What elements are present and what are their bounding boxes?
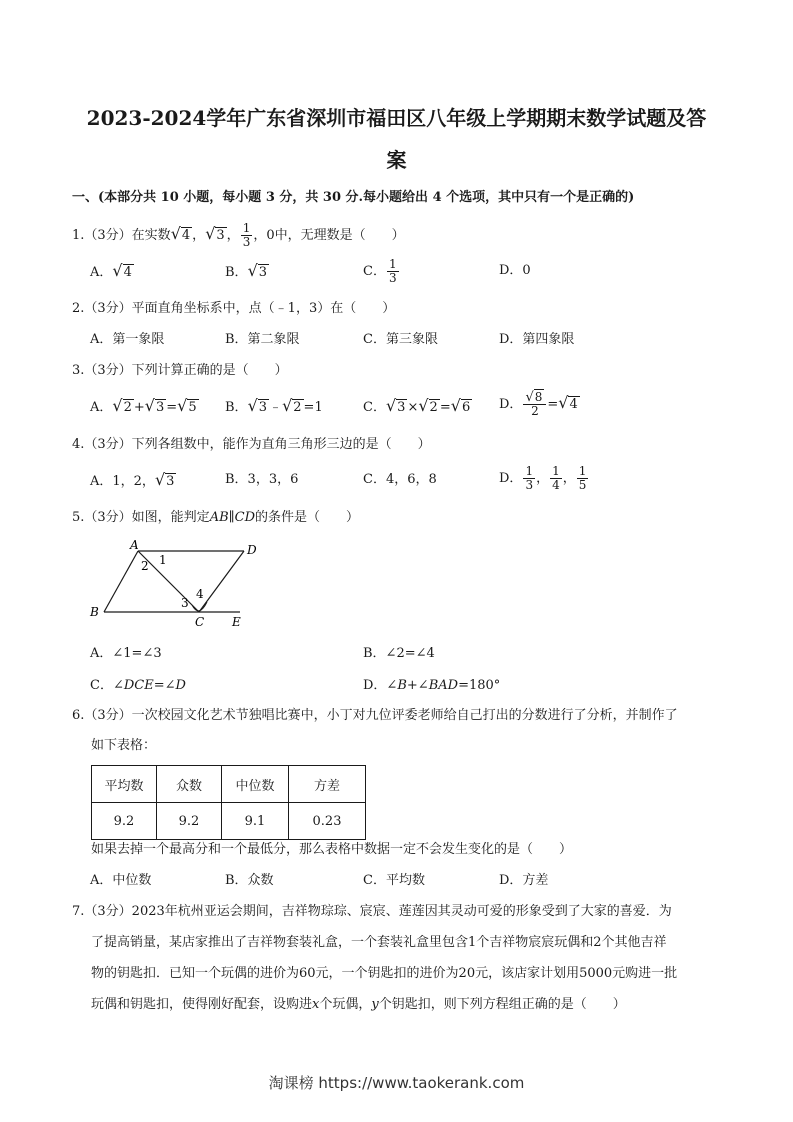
q1-option-c: C． $\frac{1}{3}$ <box>363 257 397 285</box>
q5-option-c: C．∠DCE=∠D <box>90 678 186 693</box>
q2-option-d: D．第四象限 <box>499 332 575 347</box>
q2-option-a: A．第一象限 <box>90 332 165 347</box>
table-header-row <box>92 766 366 803</box>
q2-option-b: B．第二象限 <box>225 332 300 347</box>
label-b: B <box>90 605 99 619</box>
q3-option-c: C．√3 ×√2 =√6 <box>363 396 471 415</box>
question-7-line4: 玩偶和钥匙扣，使得刚好配套，设购进x个玩偶，y个钥匙扣，则下列方程组正确的是（ ） <box>91 997 626 1012</box>
q5-geometry-figure <box>86 536 266 630</box>
label-angle-4: 4 <box>196 587 204 601</box>
line-ab <box>104 551 138 612</box>
table-row <box>92 803 366 840</box>
q6-option-c: C．平均数 <box>363 873 425 888</box>
q3-option-a: A．√2 +√3 =√5 <box>90 396 197 415</box>
q1-option-a: A．√4 <box>90 261 132 280</box>
table-header-cell: 方差 <box>289 766 366 803</box>
table-header-cell: 众数 <box>157 766 222 803</box>
q6-option-b: B．众数 <box>225 873 274 888</box>
question-4-stem: 4.（3分）下列各组数中，能作为直角三角形三边的是（ ） <box>72 437 431 452</box>
question-7-line3: 物的钥匙扣．已知一个玩偶的进价为60元，一个钥匙扣的进价为20元，该店家计划用5000元购进一批 <box>91 966 678 981</box>
table-cell: 9.1 <box>222 803 289 840</box>
q5-option-b: B．∠2=∠4 <box>363 646 435 661</box>
q6-statistics-table <box>91 765 366 840</box>
q1-option-d: D．0 <box>499 263 531 278</box>
fraction-one-third: $\frac{1}{3}$ <box>242 221 251 249</box>
q5-option-a: A．∠1=∠3 <box>90 646 162 661</box>
q4-option-b: B．3，3，6 <box>225 472 299 487</box>
line-cd <box>199 551 244 612</box>
table-cell: 0.23 <box>289 803 366 840</box>
table-header-cell: 平均数 <box>92 766 157 803</box>
q1-option-b: B．√3 <box>225 261 268 280</box>
question-6-stem-line1: 6.（3分）一次校园文化艺术节独唱比赛中，小丁对九位评委老师给自己打出的分数进行了分析，并制作了 <box>72 708 678 723</box>
sqrt-3: √3 <box>205 224 225 243</box>
label-a: A <box>130 538 139 552</box>
page-title-line2: 案 <box>386 148 407 172</box>
table-header-cell: 中位数 <box>222 766 289 803</box>
label-angle-2: 2 <box>141 559 149 573</box>
question-3-stem: 3.（3分）下列计算正确的是（ ） <box>72 363 288 378</box>
question-2-stem: 2.（3分）平面直角坐标系中，点（﹣1，3）在（ ） <box>72 301 396 316</box>
question-6-stem-line2: 如下表格： <box>91 738 157 753</box>
label-angle-1: 1 <box>159 553 167 567</box>
label-c: C <box>195 615 205 629</box>
page-title-line1: 2023-2024学年广东省深圳市福田区八年级上学期期末数学试题及答 <box>86 106 707 130</box>
section-heading: 一、(本部分共 10 小题，每小题 3 分，共 30 分.每小题给出 4 个选项，其中只有一个是正确的) <box>72 190 635 205</box>
label-angle-3: 3 <box>181 596 189 610</box>
q2-option-c: C．第三象限 <box>363 332 438 347</box>
question-5-stem: 5.（3分）如图，能判定AB∥CD的条件是（ ） <box>72 510 360 525</box>
q4-option-d: D． $\frac{1}{3}$ ， $\frac{1}{4}$ ， $\frac{1}{5}$ <box>499 464 587 492</box>
question-7-line1: 7.（3分）2023年杭州亚运会期间，吉祥物琮琮、宸宸、莲莲因其灵动可爱的形象受到了大家的喜爱．为 <box>72 904 672 919</box>
q5-option-d: D．∠B+∠BAD=180° <box>363 678 501 693</box>
q3-option-d: D． $\frac{√8}{2}$ =√4 <box>499 390 578 418</box>
label-d: D <box>247 543 257 557</box>
table-cell: 9.2 <box>92 803 157 840</box>
label-e: E <box>232 615 241 629</box>
q3-option-b: B．√3 ﹣√2 =1 <box>225 396 323 415</box>
q4-option-c: C．4，6，8 <box>363 472 437 487</box>
sqrt-4: √4 <box>170 224 191 243</box>
question-1-stem: 1.（3分）在实数√4 ，√3 ， $\frac{1}{3}$ ，0中，无理数是（ ） <box>72 221 405 249</box>
footer-watermark: 淘课榜 https://www.taokerank.com <box>268 1074 525 1092</box>
q4-option-a: A．1，2，√3 <box>90 470 175 489</box>
q6-option-a: A．中位数 <box>90 873 152 888</box>
question-6-question: 如果去掉一个最高分和一个最低分，那么表格中数据一定不会发生变化的是（ ） <box>91 842 573 857</box>
table-cell: 9.2 <box>157 803 222 840</box>
q6-option-d: D．方差 <box>499 873 549 888</box>
question-7-line2: 了提高销量，某店家推出了吉祥物套装礼盒，一个套装礼盒里包含1个吉祥物宸宸玩偶和2个其他吉祥 <box>91 935 667 950</box>
